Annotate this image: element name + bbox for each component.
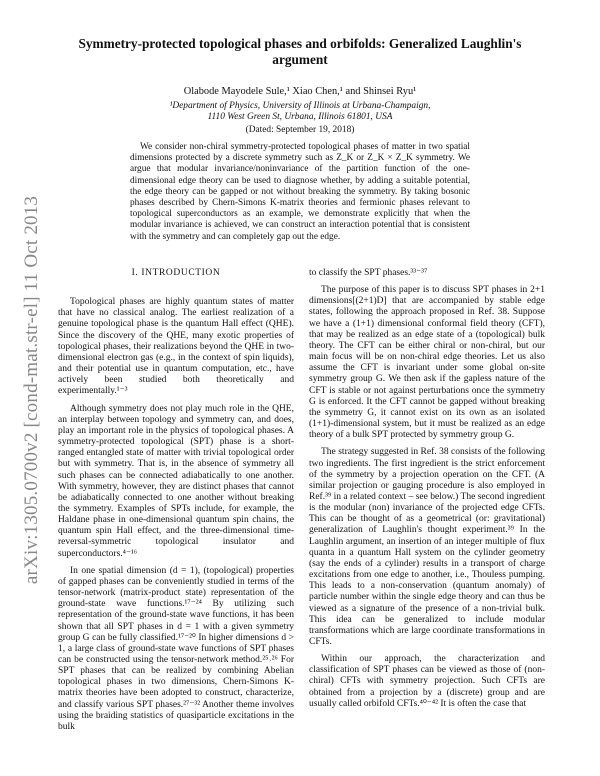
section-heading: I. INTRODUCTION [131,268,221,278]
right-paragraph-continued: to classify the SPT phases.³³⁻³⁷ [309,268,428,278]
right-column [309,268,545,716]
right-paragraph-1: The purpose of this paper is to discuss SPT phases in 2+1 dimensions[(2+1)D] that are accompanied by stable edge states, following the approach proposed in Ref. 38. Suppose we have a (1+1) dimensional conformal field theory (CFT), that may be realized as an edge state of a (topological) bulk theory. The CFT can be either chiral or non-chiral, but our main focus will be on non-chiral edge theories. Let us also assume the CFT is invariant under some global on-site symmetry group G. We then ask if the gapless nature of the CFT is stable or not against perturbations once the symmetry G is enforced. It the CFT cannot be gapped without breaking the symmetry G, it cannot exist on its own as an isolated (1+1)-dimensional system, but it must be realized as an edge theory of a bulk SPT protected by symmetry group G. [309,285,545,441]
paper-title: Symmetry-protected topological phases and orbifolds: Generalized Laughlin's argument [78,36,522,67]
author-list: Olabode Mayodele Sule,¹ Xiao Chen,¹ and Shinsei Ryu¹ [183,86,417,97]
affiliation-line-2: 1110 West Green St, Urbana, Illinois 61801, USA [207,112,393,123]
affiliation-line-1: ¹Department of Physics, University of Illinois at Urbana-Champaign, [169,101,431,111]
arxiv-identifier-text: arXiv:1305.0700v2 [cond-mat.str-el] 11 Oct 2013 [21,195,42,585]
right-paragraph-3: Within our approach, the characterization and classification of SPT phases can be viewed as those of (non-chiral) CFTs with symmetry projection. Such CFTs are obtained from a projection by a (discrete) group and are usually called orbifold CFTs.⁴⁰⁻⁴² It is often the case that [309,654,545,709]
intro-paragraph-1: Topological phases are highly quantum states of matter that have no classical analog. The earliest realization of a genuine topological phase is the quantum Hall effect (QHE). Since the discovery of the QHE, many exotic properties of topological phases, their realizations beyond the QHE in two-dimensional electron gas (e.g., in the context of spin liquids), and their potential use in quantum computation, etc., have actively been studied both theoretically and experimentally.¹⁻³ [58,297,294,397]
intro-paragraph-2: Although symmetry does not play much role in the QHE, an interplay between topology and symmetry can, and does, play an important role in the physics of topological phases. A symmetry-protected topological (SPT) phase is a short-ranged entangled state of matter with trivial topological order but with symmetry. That is, in the absence of symmetry all such phases can be connected adiabatically to one another. With symmetry, however, they are distinct phases that cannot be adiabatically connected to one another without breaking the symmetry. Examples of SPTs include, for example, the Haldane phase in one-dimensional quantum spin chains, the quantum spin Hall effect, and the three-dimensional time-reversal-symmetric topological insulator and superconductors.⁴⁻¹⁶ [58,403,294,559]
left-column [58,268,294,739]
intro-paragraph-3: In one spatial dimension (d = 1), (topological) properties of gapped phases can be conveniently studied in terms of the tensor-network (matrix-product state) representation of the ground-state wave functions.¹⁷⁻²⁴ By utilizing such representation of the ground-state wave functions, it has been shown that all SPT phases in d = 1 with a given symmetry group G can be fully classified.¹⁷⁻²⁰ In higher dimensions d > 1, a large class of ground-state wave functions of SPT phases can be constructed using the tensor-network method.²⁵˒²⁶ For SPT phases that can be realized by combining Abelian topological phases in two dimensions, Chern-Simons K-matrix theories have been adopted to construct, characterize, and classify various SPT phases.²⁷⁻³² Another theme involves using the braiding statistics of quasiparticle excitations in the bulk [58,565,294,732]
arxiv-side-identifier [14,190,50,590]
abstract: We consider non-chiral symmetry-protected topological phases of matter in two spatial dimensions protected by a discrete symmetry such as Z_K or Z_K × Z_K symmetry. We argue that modular invariance/noninvariance of the partition function of the one-dimensional edge theory can be used to diagnose whether, by adding a suitable potential, the edge theory can be gapped or not without breaking the symmetry. By taking bosonic phases described by Chern-Simons K-matrix theories and fermionic phases relevant to topological superconductors as an example, we demonstrate explicitly that when the modular invariance is achieved, we can construct an interaction potential that is consistent with the symmetry and can completely gap out the edge. [130,142,470,242]
affiliation [70,101,530,124]
right-paragraph-2: The strategy suggested in Ref. 38 consists of the following two ingredients. The first ingredient is the strict enforcement of the symmetry by a projection operation on the CFT. (A similar projection or gauging procedure is also employed in Ref.³⁹ in a related context – see below.) The second ingredient is the modular (non) invariance of the projected edge CFTs. This can be thought of as a geometrical (or: gravitational) generalization of Laughlin's thought experiment.³⁹ In the Laughlin argument, an insertion of an integer multiple of flux quanta in a quantum Hall system on the cylinder geometry (say the ends of a cylinder) results in a transport of charge excitations from one edge to another, i.e., Thouless pumping. This leads to a non-conservation (quantum anomaly) of particle number within the single edge theory and can thus be viewed as a signature of the presence of a non-trivial bulk. This idea can be generalized to include modular transformations which are large coordinate transformations in CFTs. [309,447,545,647]
date-line: (Dated: September 19, 2018) [245,125,355,135]
